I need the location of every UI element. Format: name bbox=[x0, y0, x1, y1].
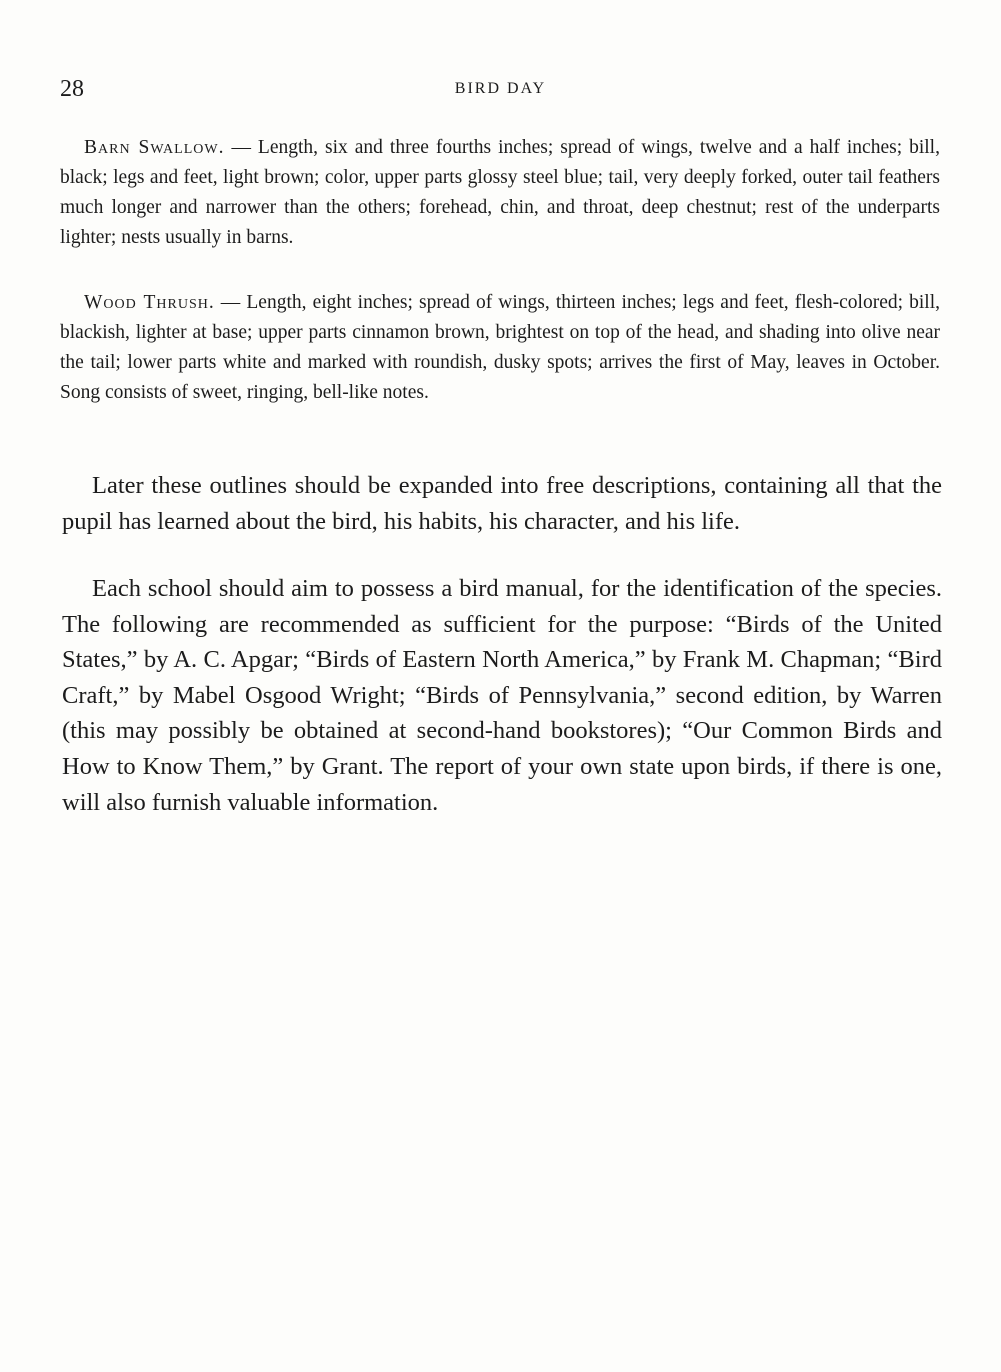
paragraph-text: Each school should aim to possess a bird manual, for the identification of the species. The following are recommended as sufficient for the purpose: “Birds of the United States,” by A. C. Apgar; “Birds of Eastern North America,” by Frank M. Chapman; “Bird Craft,” by Mabel Osgood Wright; “Birds of Pennsylvania,” second edition, by Warren (this may possibly be obtained at second-hand bookstores); “Our Common Birds and How to Know Them,” by Grant. The report of your own state upon birds, if there is one, will also furnish valuable information. bbox=[62, 575, 942, 816]
paragraph-text: Later these outlines should be expanded into free descriptions, containing all that the pupil has learned about the bird, his habits, his character, and his life. bbox=[62, 472, 942, 535]
bird-entry-text bbox=[60, 288, 940, 408]
bird-entry-text bbox=[60, 133, 940, 253]
running-head: BIRD DAY bbox=[454, 80, 547, 97]
bird-description: — Length, eight inches; spread of wings, thirteen inches; legs and feet, flesh-colored; bill, blackish, lighter at base; upper parts cinnamon brown, brightest on top of the head, and shading into olive near the tail; lower parts white and marked with roundish, dusky spots; arrives the first of May, leaves in October. Song consists of sweet, ringing, bell-like notes. bbox=[60, 292, 940, 403]
page-number: 28 bbox=[60, 76, 84, 102]
bird-name: Barn Swallow. bbox=[84, 137, 225, 158]
bird-entry-wood-thrush bbox=[60, 288, 940, 408]
bird-description: — Length, six and three fourths inches; spread of wings, twelve and a half inches; bill, black; legs and feet, light brown; color, upper parts glossy steel blue; tail, very deeply forked, outer tail feathers much longer and narrower than the others; forehead, chin, and throat, deep chestnut; rest of the underparts lighter; nests usually in barns. bbox=[60, 137, 940, 248]
bird-entry-barn-swallow bbox=[60, 133, 940, 253]
paragraph-outlines bbox=[62, 468, 942, 539]
bird-name: Wood Thrush. bbox=[84, 292, 215, 313]
paragraph-bird-manuals bbox=[62, 571, 942, 820]
